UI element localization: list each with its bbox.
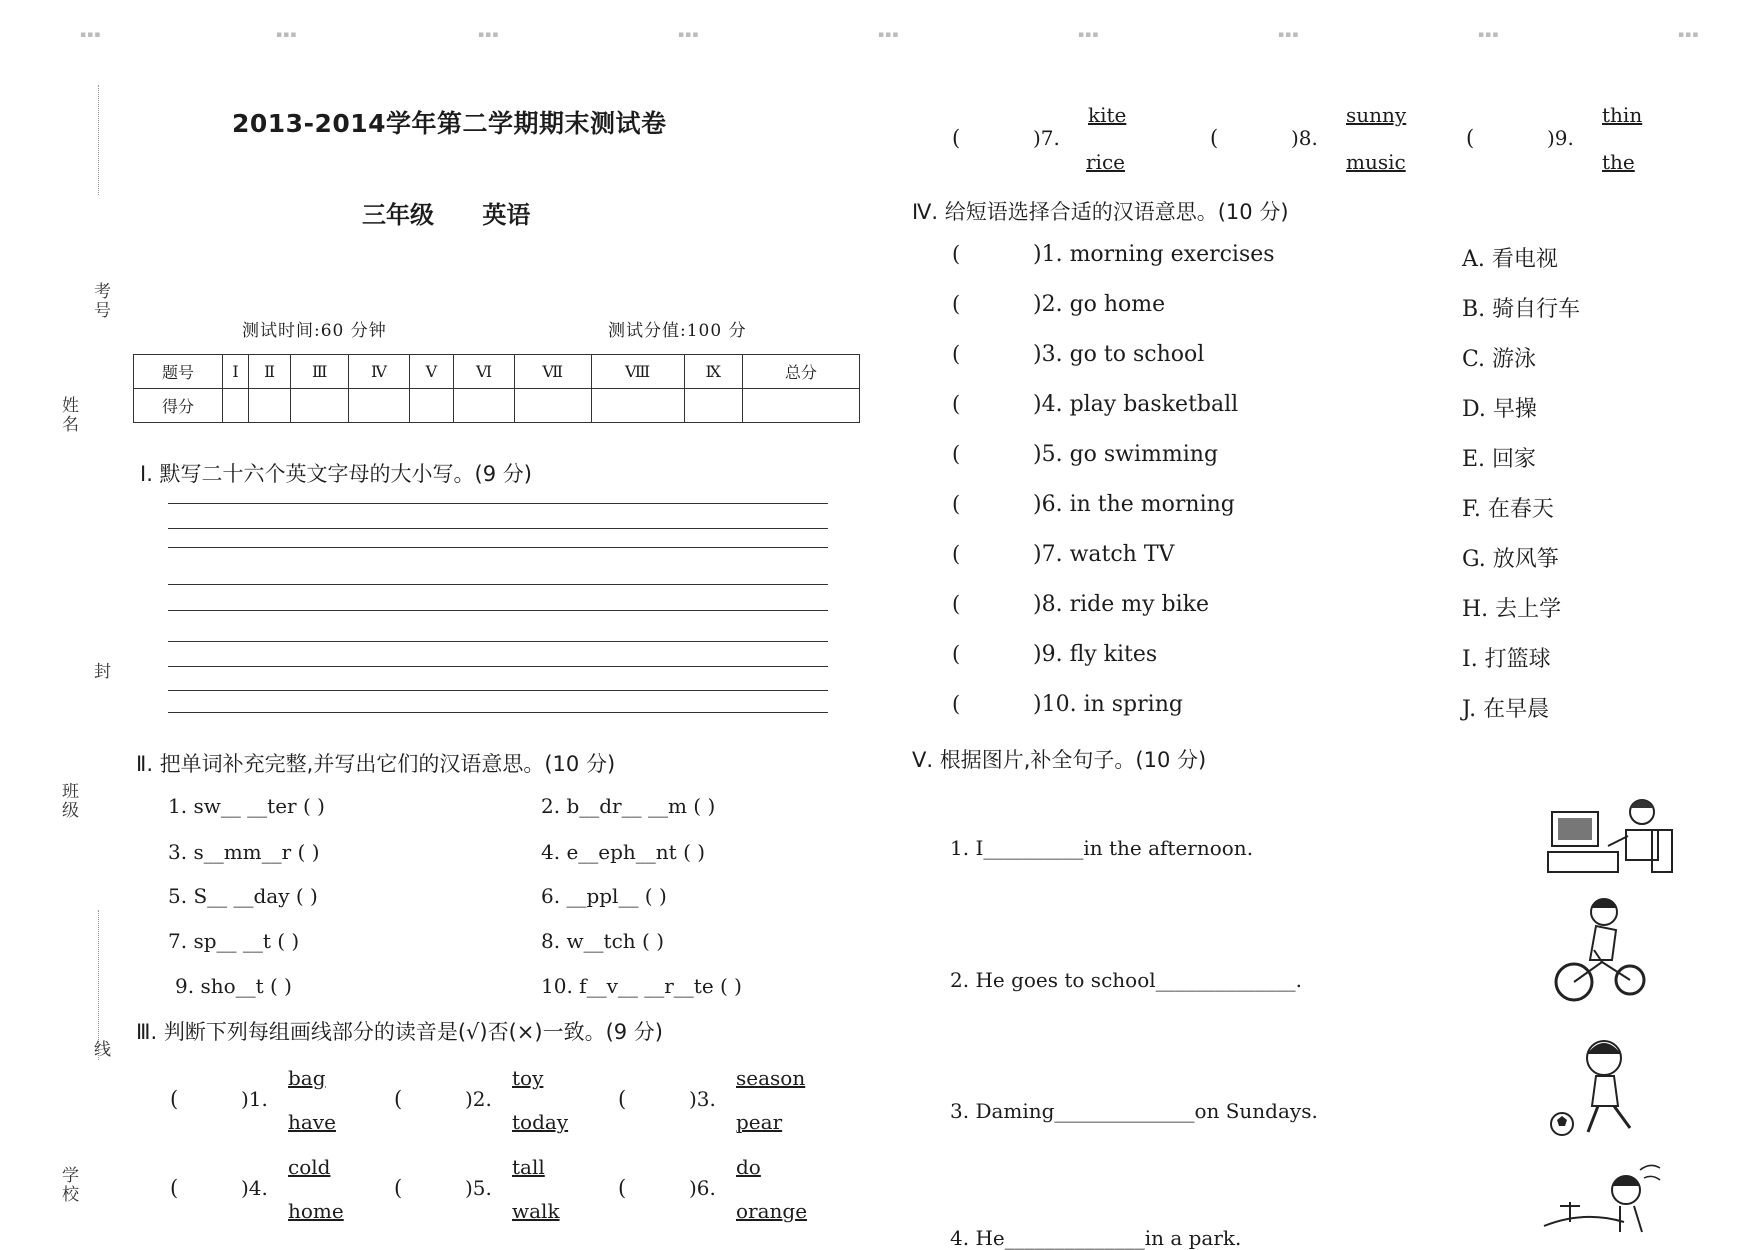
meaning-option: A. 看电视 [1462, 247, 1558, 272]
pronunciation-word-top: toy [512, 1066, 544, 1090]
score-cell[interactable] [684, 389, 742, 423]
meaning-option: D. 早操 [1462, 397, 1537, 422]
pronunciation-word-bottom: pear [736, 1110, 783, 1134]
writing-line[interactable] [168, 503, 828, 504]
answer-paren[interactable]: ( [618, 1176, 627, 1200]
bike-picture [1552, 894, 1652, 1006]
label-line: 线 [90, 1040, 110, 1059]
section-3-title: Ⅲ. 判断下列每组画线部分的读音是(√)否(×)一致。(9 分) [136, 1020, 663, 1044]
subject-label: 英语 [482, 201, 531, 229]
binding-dotted-line [98, 910, 99, 1060]
park-picture [1540, 1160, 1670, 1238]
word-item[interactable]: 6. __ppl__ ( ) [541, 884, 667, 908]
phrase-item: )4. play basketball [1033, 392, 1239, 417]
exam-subtitle [362, 195, 570, 230]
meaning-option: B. 骑自行车 [1462, 297, 1581, 322]
sentence-item[interactable]: 4. He______________in a park. [950, 1226, 1242, 1250]
score-cell[interactable] [223, 389, 249, 423]
label-class: 班级 [58, 782, 78, 820]
phrase-item: )6. in the morning [1033, 492, 1235, 517]
pronunciation-word-bottom: music [1346, 150, 1406, 174]
word-item[interactable]: 7. sp__ __t ( ) [168, 929, 300, 953]
section-4-title: Ⅳ. 给短语选择合适的汉语意思。(10 分) [912, 200, 1289, 224]
score-table-header: Ⅸ [684, 355, 742, 389]
computer-picture [1546, 790, 1676, 880]
scan-mark: ▪▪▪ [1678, 30, 1700, 40]
answer-paren[interactable]: ( [1210, 126, 1219, 150]
writing-line[interactable] [168, 610, 828, 611]
word-item[interactable]: 10. f__v__ __r__te ( ) [541, 974, 742, 998]
test-time: 测试时间:60 分钟 [242, 321, 387, 341]
score-table-header: Ⅵ [454, 355, 515, 389]
football-picture [1540, 1036, 1670, 1142]
pronunciation-number: )7. [1033, 126, 1060, 150]
label-name: 姓名 [58, 396, 78, 434]
score-table-header-row [134, 355, 860, 389]
answer-paren[interactable]: ( [952, 242, 961, 266]
writing-line[interactable] [168, 666, 828, 667]
meaning-option: H. 去上学 [1462, 597, 1562, 622]
score-cell[interactable] [591, 389, 684, 423]
pronunciation-word-bottom: the [1602, 150, 1635, 174]
sentence-item[interactable]: 2. He goes to school______________. [950, 968, 1302, 992]
pronunciation-word-bottom: have [288, 1110, 336, 1134]
phrase-item: )7. watch TV [1033, 542, 1175, 567]
scan-mark: ▪▪▪ [1478, 30, 1500, 40]
answer-paren[interactable]: ( [394, 1176, 403, 1200]
writing-line[interactable] [168, 641, 828, 642]
score-table-header: Ⅶ [514, 355, 591, 389]
phrase-item: )2. go home [1033, 292, 1166, 317]
writing-line[interactable] [168, 584, 828, 585]
scan-mark: ▪▪▪ [878, 30, 900, 40]
answer-paren[interactable]: ( [952, 492, 961, 516]
score-table-header: 总分 [742, 355, 859, 389]
exam-title: 2013-2014学年第二学期期末测试卷 [232, 109, 667, 138]
meaning-option: J. 在早晨 [1462, 697, 1550, 722]
word-item[interactable]: 2. b__dr__ __m ( ) [541, 794, 716, 818]
scan-mark: ▪▪▪ [478, 30, 500, 40]
phrase-item: )3. go to school [1033, 342, 1205, 367]
score-cell[interactable] [248, 389, 290, 423]
pronunciation-word-bottom: home [288, 1199, 344, 1223]
meaning-option: C. 游泳 [1462, 347, 1537, 372]
scan-mark: ▪▪▪ [1078, 30, 1100, 40]
word-item[interactable]: 1. sw__ __ter ( ) [168, 794, 325, 818]
answer-paren[interactable]: ( [1466, 126, 1475, 150]
sentence-item[interactable]: 1. I__________in the afternoon. [950, 836, 1254, 860]
pronunciation-number: )2. [465, 1087, 492, 1111]
label-school: 学校 [58, 1166, 78, 1204]
phrase-item: )9. fly kites [1033, 642, 1158, 667]
answer-paren[interactable]: ( [618, 1087, 627, 1111]
word-item[interactable]: 8. w__tch ( ) [541, 929, 664, 953]
pronunciation-word-top: cold [288, 1155, 331, 1179]
phrase-item: )8. ride my bike [1033, 592, 1209, 617]
score-table-header: I [223, 355, 249, 389]
score-table-score-row [134, 389, 860, 423]
answer-paren[interactable]: ( [952, 442, 961, 466]
answer-paren[interactable]: ( [952, 342, 961, 366]
pronunciation-word-top: thin [1602, 103, 1643, 127]
word-item[interactable]: 4. e__eph__nt ( ) [541, 840, 706, 864]
answer-paren[interactable]: ( [394, 1087, 403, 1111]
answer-paren[interactable]: ( [952, 592, 961, 616]
meaning-option: F. 在春天 [1462, 497, 1554, 522]
score-table-header: Ⅷ [591, 355, 684, 389]
score-cell[interactable] [514, 389, 591, 423]
pronunciation-number: )8. [1291, 126, 1318, 150]
pronunciation-word-bottom: rice [1086, 150, 1125, 174]
meaning-option: I. 打篮球 [1462, 647, 1551, 672]
pronunciation-word-top: kite [1088, 103, 1127, 127]
test-score: 测试分值:100 分 [608, 321, 747, 341]
score-table-header: Ⅴ [409, 355, 454, 389]
score-cell[interactable] [742, 389, 859, 423]
answer-paren[interactable]: ( [952, 692, 961, 716]
answer-paren[interactable]: ( [952, 292, 961, 316]
pronunciation-number: )1. [241, 1087, 268, 1111]
pronunciation-word-top: bag [288, 1066, 326, 1090]
label-seal: 封 [90, 662, 110, 681]
pronunciation-number: )6. [689, 1176, 716, 1200]
meaning-option: E. 回家 [1462, 447, 1537, 472]
answer-paren[interactable]: ( [170, 1087, 179, 1111]
meaning-option: G. 放风筝 [1462, 547, 1559, 572]
binding-dotted-line [98, 85, 99, 195]
score-table-header: Ⅱ [248, 355, 290, 389]
scan-mark: ▪▪▪ [80, 30, 102, 40]
scan-mark: ▪▪▪ [1278, 30, 1300, 40]
pronunciation-word-top: season [736, 1066, 806, 1090]
pronunciation-word-top: sunny [1346, 103, 1407, 127]
pronunciation-number: )4. [241, 1176, 268, 1200]
pronunciation-word-bottom: orange [736, 1199, 808, 1223]
answer-paren[interactable]: ( [952, 126, 961, 150]
score-table-header: Ⅳ [349, 355, 409, 389]
pronunciation-number: )5. [465, 1176, 492, 1200]
label-exam-number: 考号 [90, 282, 110, 320]
pronunciation-word-bottom: walk [512, 1199, 560, 1223]
answer-paren[interactable]: ( [952, 642, 961, 666]
writing-line[interactable] [168, 528, 828, 529]
phrase-item: )10. in spring [1033, 692, 1183, 717]
writing-line[interactable] [168, 690, 828, 691]
pronunciation-word-top: do [736, 1155, 761, 1179]
phrase-item: )1. morning exercises [1033, 242, 1275, 267]
pronunciation-number: )9. [1547, 126, 1574, 150]
grade-label: 三年级 [362, 201, 434, 229]
score-cell[interactable] [454, 389, 515, 423]
scan-mark: ▪▪▪ [678, 30, 700, 40]
score-table-row-label: 题号 [134, 355, 223, 389]
writing-line[interactable] [168, 712, 828, 713]
writing-line[interactable] [168, 547, 828, 548]
score-cell[interactable] [409, 389, 454, 423]
phrase-item: )5. go swimming [1033, 442, 1219, 467]
pronunciation-word-top: tall [512, 1155, 545, 1179]
score-cell[interactable] [291, 389, 349, 423]
score-table-header: Ⅲ [291, 355, 349, 389]
pronunciation-number: )3. [689, 1087, 716, 1111]
answer-paren[interactable]: ( [952, 542, 961, 566]
section-2-title: Ⅱ. 把单词补充完整,并写出它们的汉语意思。(10 分) [136, 752, 616, 776]
answer-paren[interactable]: ( [170, 1176, 179, 1200]
section-5-title: Ⅴ. 根据图片,补全句子。(10 分) [912, 748, 1207, 772]
score-table [133, 354, 860, 423]
word-item[interactable]: 9. sho__t ( ) [175, 974, 292, 998]
section-1-title: Ⅰ. 默写二十六个英文字母的大小写。(9 分) [140, 462, 532, 486]
answer-paren[interactable]: ( [952, 392, 961, 416]
word-item[interactable]: 5. S__ __day ( ) [168, 884, 318, 908]
score-table-row-label: 得分 [134, 389, 223, 423]
word-item[interactable]: 3. s__mm__r ( ) [168, 840, 320, 864]
sentence-item[interactable]: 3. Daming______________on Sundays. [950, 1099, 1318, 1123]
score-cell[interactable] [349, 389, 409, 423]
pronunciation-word-bottom: today [512, 1110, 569, 1134]
scan-mark: ▪▪▪ [276, 30, 298, 40]
